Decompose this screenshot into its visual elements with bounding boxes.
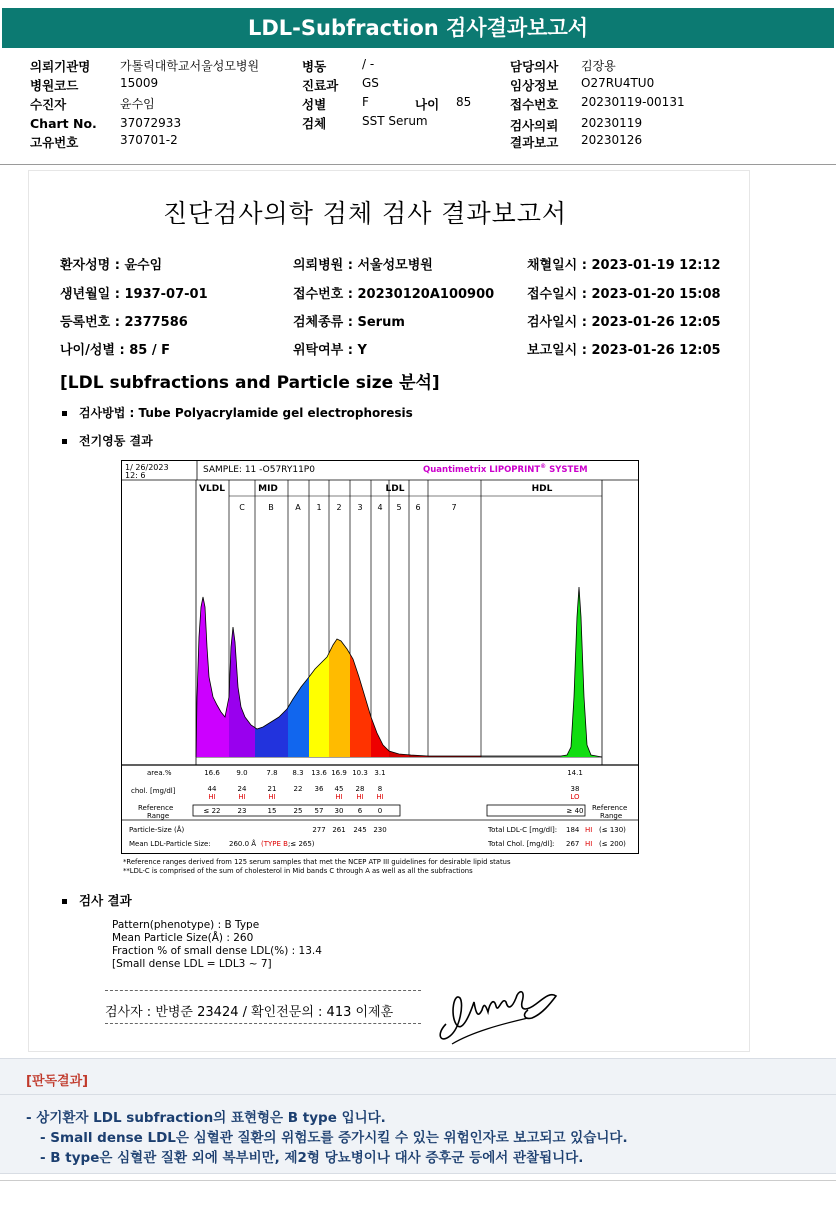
band-label: 6 bbox=[415, 503, 421, 512]
info-label: 검체 bbox=[302, 116, 327, 131]
report-time: 보고일시 : 2023-01-26 12:05 bbox=[527, 343, 721, 358]
particle-value: 261 bbox=[332, 826, 346, 834]
section-title: [LDL subfractions and Particle size 분석] bbox=[60, 373, 440, 393]
electrophoresis-chart bbox=[121, 460, 639, 880]
ref-value: 30 bbox=[334, 807, 344, 815]
result-title: 검사 결과 bbox=[62, 891, 132, 909]
signer: 검사자 : 반병준 23424 / 확인전문의 : 413 이제훈 bbox=[105, 1005, 394, 1020]
finding-line: - Small dense LDL은 심혈관 질환의 위험도를 증가시킬 수 있는 위험인자로 보고되고 있습니다. bbox=[40, 1130, 628, 1146]
mean-label: Mean LDL-Particle Size: bbox=[129, 840, 211, 848]
info-label: 나이 bbox=[415, 97, 440, 112]
total-chol-ref: (≤ 200) bbox=[599, 840, 626, 848]
band-label: A bbox=[295, 503, 301, 512]
area-value: 9.0 bbox=[236, 769, 248, 777]
band-label: 2 bbox=[336, 503, 342, 512]
area-value: 10.3 bbox=[352, 769, 368, 777]
electro-title: 전기영동 결과 bbox=[62, 432, 153, 449]
band-label: 4 bbox=[377, 503, 383, 512]
reg-no: 등록번호 : 2377586 bbox=[60, 315, 188, 330]
receive-time: 접수일시 : 2023-01-20 15:08 bbox=[527, 287, 721, 302]
info-label: 결과보고 bbox=[510, 135, 559, 150]
ref-value: 6 bbox=[357, 807, 363, 815]
info-value: 김장용 bbox=[581, 59, 616, 73]
ref-value: ≥ 40 bbox=[566, 807, 584, 815]
chol-value: 24 bbox=[237, 785, 247, 793]
info-label: 임상정보 bbox=[510, 78, 559, 93]
info-value: 윤수임 bbox=[120, 97, 155, 111]
chol-flag: HI bbox=[208, 793, 216, 801]
signature-image bbox=[432, 984, 562, 1046]
chol-value: 44 bbox=[207, 785, 217, 793]
ref-value: 57 bbox=[314, 807, 324, 815]
chol-value: 38 bbox=[570, 785, 580, 793]
total-ldl-ref: (≤ 130) bbox=[599, 826, 626, 834]
footnote-1: *Reference ranges derived from 125 serum samples that met the NCEP ATP III guidelines for desirable lipid status bbox=[123, 858, 511, 866]
method: 검사방법 : Tube Polyacrylamide gel electrophoresis bbox=[62, 404, 413, 421]
consign: 위탁여부 : Y bbox=[293, 343, 367, 358]
info-value: GS bbox=[362, 76, 379, 90]
report-header: LDL-Subfraction 검사결과보고서 bbox=[2, 8, 834, 48]
total-ldl-label: Total LDL-C [mg/dl]: bbox=[488, 826, 558, 834]
report-title: 진단검사의학 검체 검사 결과보고서 bbox=[162, 199, 568, 228]
total-chol: 267 bbox=[566, 840, 580, 848]
total-chol-label: Total Chol. [mg/dl]: bbox=[488, 840, 555, 848]
band-label: 3 bbox=[357, 503, 363, 512]
hospital: 의뢰병원 : 서울성모병원 bbox=[293, 258, 433, 273]
group-label: HDL bbox=[531, 484, 553, 494]
collect-time: 채혈일시 : 2023-01-19 12:12 bbox=[527, 258, 721, 273]
info-value: 20230126 bbox=[581, 133, 643, 147]
info-label: 병동 bbox=[302, 59, 327, 74]
bottom-divider bbox=[0, 1180, 836, 1181]
info-label: 진료과 bbox=[302, 78, 339, 93]
band-label: 7 bbox=[451, 503, 457, 512]
chart-sample: SAMPLE: 11 -O57RY11P0 bbox=[203, 465, 315, 475]
result-pattern: Pattern(phenotype) : B Type bbox=[112, 919, 260, 931]
info-value: 85 bbox=[456, 95, 472, 109]
test-time: 검사일시 : 2023-01-26 12:05 bbox=[527, 315, 721, 330]
mean-ref: ;≤ 265) bbox=[288, 840, 315, 848]
band-label: 5 bbox=[396, 503, 402, 512]
info-label: 접수번호 bbox=[510, 97, 559, 112]
area-value: 7.8 bbox=[266, 769, 278, 777]
ref-value: 25 bbox=[293, 807, 303, 815]
info-label: 의뢰기관명 bbox=[30, 59, 91, 74]
info-value: / - bbox=[362, 57, 375, 71]
chol-value: 36 bbox=[314, 785, 324, 793]
band-label: B bbox=[268, 503, 274, 512]
info-label: 검사의뢰 bbox=[510, 118, 559, 133]
group-label: MID bbox=[258, 484, 278, 494]
chol-flag: LO bbox=[570, 793, 580, 801]
specimen-type: 검체종류 : Serum bbox=[293, 315, 405, 330]
ref-label-right-1: Reference bbox=[592, 804, 628, 812]
info-label: 성별 bbox=[302, 97, 327, 112]
area-value: 8.3 bbox=[292, 769, 304, 777]
chol-value: 28 bbox=[355, 785, 365, 793]
finding-line: - B type은 심혈관 질환 외에 복부비만, 제2형 당뇨병이나 대사 증후군 등에서 관찰됩니다. bbox=[40, 1150, 584, 1166]
birth-date: 생년월일 : 1937-07-01 bbox=[60, 287, 208, 302]
ref-value: 23 bbox=[237, 807, 247, 815]
info-label: 담당의사 bbox=[510, 59, 559, 74]
chol-label: chol. [mg/dl] bbox=[131, 787, 176, 795]
total-ldl: 184 bbox=[566, 826, 580, 834]
ref-label-1: Reference bbox=[138, 804, 174, 812]
chol-flag: HI bbox=[376, 793, 384, 801]
area-value: 3.1 bbox=[374, 769, 386, 777]
chol-value: 21 bbox=[267, 785, 277, 793]
band-fill-LDL2 bbox=[329, 639, 350, 757]
accession-no: 접수번호 : 20230120A100900 bbox=[293, 287, 495, 302]
ref-label-2: Range bbox=[147, 812, 170, 820]
info-value: O27RU4TU0 bbox=[581, 76, 655, 90]
chart-date: 1/ 26/2023 bbox=[125, 463, 169, 472]
ref-value: 0 bbox=[377, 807, 383, 815]
total-ldl-flag: HI bbox=[585, 826, 593, 834]
result-mean-size: Mean Particle Size(Å) : 260 bbox=[112, 932, 254, 944]
info-value: 20230119-00131 bbox=[581, 95, 685, 109]
area-label: area.% bbox=[147, 769, 172, 777]
info-value: SST Serum bbox=[362, 114, 428, 128]
ref-value: ≤ 22 bbox=[203, 807, 221, 815]
info-value: 37072933 bbox=[120, 116, 182, 130]
result-fraction: Fraction % of small dense LDL(%) : 13.4 bbox=[112, 945, 322, 957]
group-label: LDL bbox=[385, 484, 405, 494]
mean-value: 260.0 Å bbox=[229, 840, 257, 848]
area-value: 14.1 bbox=[567, 769, 583, 777]
chol-flag: HI bbox=[356, 793, 364, 801]
info-value: 370701-2 bbox=[120, 133, 178, 147]
findings-title: [판독결과] bbox=[26, 1074, 89, 1089]
area-value: 16.6 bbox=[204, 769, 220, 777]
patient-name: 환자성명 : 윤수임 bbox=[60, 258, 163, 273]
findings-divider bbox=[0, 1094, 836, 1095]
area-value: 13.6 bbox=[311, 769, 327, 777]
divider bbox=[0, 164, 836, 165]
result-note: [Small dense LDL = LDL3 ~ 7] bbox=[112, 958, 272, 970]
particle-value: 230 bbox=[373, 826, 387, 834]
ref-value: 15 bbox=[267, 807, 277, 815]
info-value: 20230119 bbox=[581, 116, 643, 130]
chol-value: 45 bbox=[334, 785, 344, 793]
ref-label-right-2: Range bbox=[600, 812, 623, 820]
particle-value: 277 bbox=[312, 826, 326, 834]
top-strip bbox=[0, 0, 836, 6]
particle-label: Particle-Size (Å) bbox=[129, 826, 185, 834]
particle-value: 245 bbox=[353, 826, 367, 834]
total-chol-flag: HI bbox=[585, 840, 593, 848]
area-value: 16.9 bbox=[331, 769, 347, 777]
mean-type: (TYPE B bbox=[261, 840, 288, 848]
dash-bottom bbox=[105, 1023, 421, 1024]
info-value: 가톨릭대학교서울성모병원 bbox=[120, 59, 260, 73]
chol-value: 22 bbox=[293, 785, 303, 793]
info-label: 병원코드 bbox=[30, 78, 79, 93]
chol-value: 8 bbox=[377, 785, 383, 793]
dash-top bbox=[105, 990, 421, 991]
info-label: Chart No. bbox=[30, 116, 97, 131]
footnote-2: **LDL-C is comprised of the sum of cholesterol in Mid bands C through A as well as all the subfractions bbox=[123, 867, 473, 875]
info-value: F bbox=[362, 95, 369, 109]
band-label: C bbox=[239, 503, 245, 512]
finding-line: - 상기환자 LDL subfraction의 표현형은 B type 입니다. bbox=[26, 1110, 386, 1126]
info-label: 수진자 bbox=[30, 97, 67, 112]
info-label: 고유번호 bbox=[30, 135, 79, 150]
age-sex: 나이/성별 : 85 / F bbox=[60, 343, 171, 358]
band-label: 1 bbox=[316, 503, 322, 512]
info-value: 15009 bbox=[120, 76, 159, 90]
chart-time: 12: 6 bbox=[125, 471, 146, 480]
chol-flag: HI bbox=[238, 793, 246, 801]
chol-flag: HI bbox=[335, 793, 343, 801]
chol-flag: HI bbox=[268, 793, 276, 801]
chart-brand: Quantimetrix LIPOPRINT® SYSTEM bbox=[423, 463, 588, 475]
group-label: VLDL bbox=[199, 484, 225, 494]
